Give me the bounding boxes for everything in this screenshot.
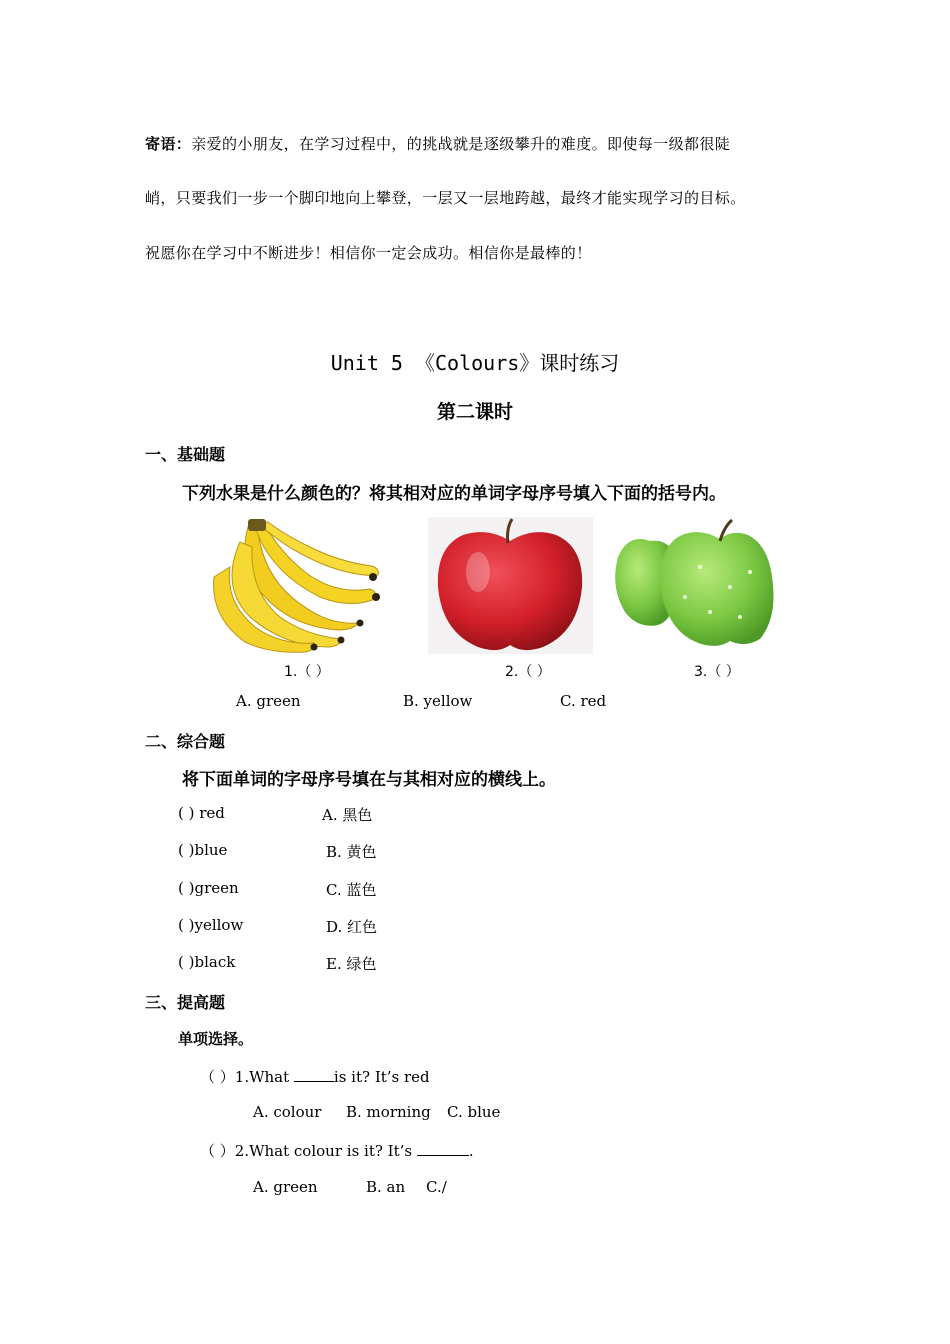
option-c: C. red [560, 692, 607, 710]
section2-heading: 二、综合题 [145, 732, 226, 751]
match-word-3[interactable]: ( )green [178, 879, 239, 897]
q2-option-a: A. green [253, 1178, 318, 1196]
match-word-5[interactable]: ( )black [178, 953, 236, 971]
section2-instruction: 将下面单词的字母序号填在与其相对应的横线上。 [182, 770, 556, 790]
match-word-1[interactable]: ( ) red [178, 804, 225, 822]
section1-heading: 一、基础题 [145, 445, 226, 464]
match-meaning-4: D. 红色 [326, 918, 378, 936]
match-word-4[interactable]: ( )yellow [178, 916, 244, 934]
option-a: A. green [236, 692, 301, 710]
question-1-pre: 1.What [234, 1068, 294, 1086]
match-meaning-1: A. 黑色 [322, 806, 373, 824]
intro-line-1 [145, 133, 730, 154]
question-2-blank[interactable] [417, 1141, 469, 1156]
page-subtitle: 第二课时 [436, 401, 513, 423]
q1-option-b: B. morning [346, 1103, 431, 1121]
question-1-post: is it? It’s red [333, 1068, 430, 1086]
question-2-post: . [468, 1142, 474, 1160]
q2-option-b: B. an [366, 1178, 406, 1196]
section1-instruction: 下列水果是什么颜色的？将其相对应的单词字母序号填入下面的括号内。 [182, 484, 726, 504]
section3-heading: 三、提高题 [145, 993, 226, 1012]
q1-option-c: C. blue [447, 1103, 501, 1121]
question-2 [200, 1140, 474, 1161]
banana-image [210, 517, 385, 654]
green-apple-image [610, 517, 785, 654]
question-1-blank[interactable] [294, 1067, 334, 1082]
intro-line-2: 峭，只要我们一步一个脚印地向上攀登，一层又一层地跨越，最终才能实现学习的目标。 [145, 189, 746, 207]
q1-option-a: A. colour [253, 1103, 322, 1121]
intro-text-1: 亲爱的小朋友，在学习过程中，的挑战就是逐级攀升的难度。即使每一级都很陡 [191, 135, 731, 153]
section3-instruction: 单项选择。 [178, 1030, 254, 1048]
question-1 [200, 1066, 430, 1087]
blank-3[interactable]: 3.（ ） [694, 664, 740, 680]
q2-option-c: C./ [426, 1178, 447, 1196]
question-2-paren[interactable]: （ ） [200, 1142, 235, 1160]
red-apple-image [428, 517, 593, 654]
match-meaning-5: E. 绿色 [326, 955, 377, 973]
question-2-pre: 2.What colour is it? It’s [234, 1142, 417, 1160]
page-title: Unit 5 《Colours》课时练习 [330, 351, 620, 375]
match-word-2[interactable]: ( )blue [178, 841, 228, 859]
blank-2[interactable]: 2.（ ） [505, 664, 551, 680]
match-meaning-3: C. 蓝色 [326, 881, 377, 899]
question-1-paren[interactable]: （ ） [200, 1068, 235, 1086]
intro-label: 寄语： [145, 135, 192, 153]
match-meaning-2: B. 黄色 [326, 843, 377, 861]
intro-line-3: 祝愿你在学习中不断进步！相信你一定会成功。相信你是最棒的！ [145, 244, 592, 262]
option-b: B. yellow [403, 692, 473, 710]
blank-1[interactable]: 1.（ ） [284, 664, 330, 680]
